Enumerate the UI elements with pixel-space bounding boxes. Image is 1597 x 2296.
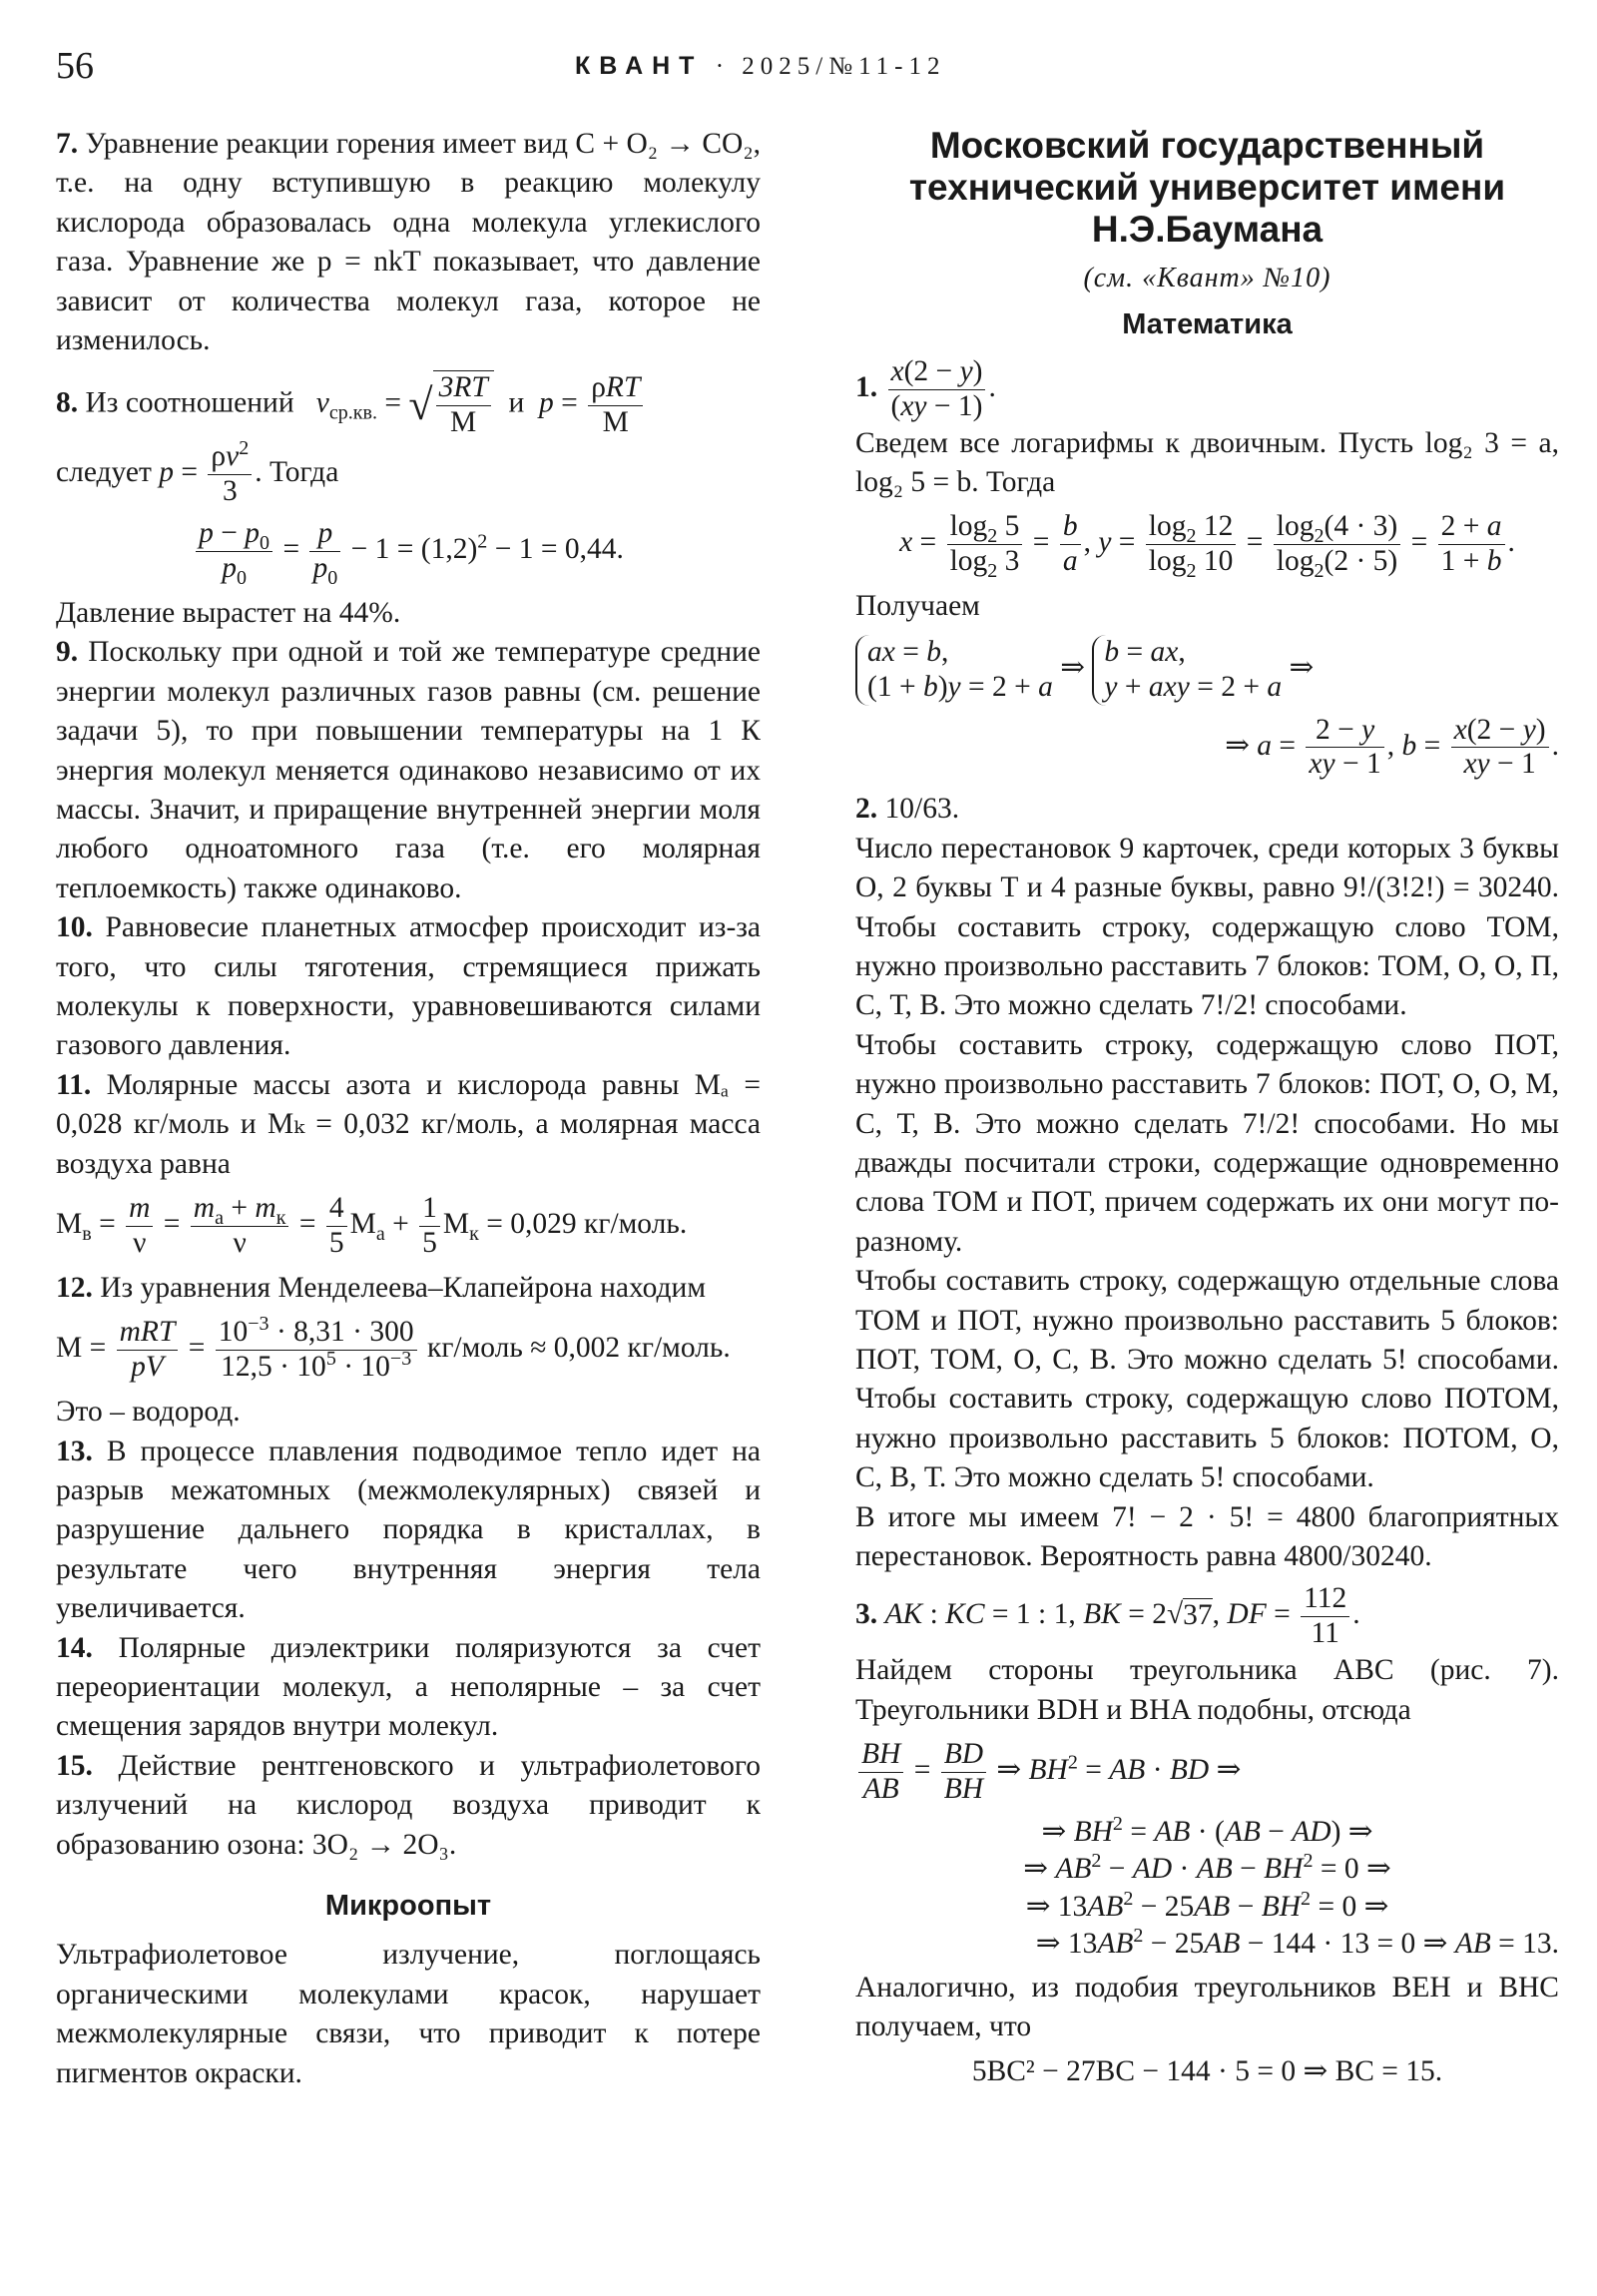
answer-12: 12. Из уравнения Менделеева–Клапейрона находим	[56, 1271, 707, 1304]
running-head	[575, 52, 945, 81]
article-subtitle: (см. «Квант» №10)	[1083, 263, 1331, 293]
answer-8: 8. Из соотношений $v_{ср.кв.}$ = √ $\frac{3RT}{M}$ и p = ρRT M	[56, 370, 761, 440]
answer-7: 7. Уравнение реакции горения имеет вид C + O₂ → CO₂, т.е. на одну вступившую в реакцию молекулу кислорода образовалась одна молекула углекислого газа. Уравнение же p = nkT показывает, что давление зависит от количества молекул газа, которое не изменилось.	[56, 128, 761, 357]
page-number: 56	[56, 45, 94, 87]
answer-14: 14. Полярные диэлектрики поляризуются за счет переориентации молекул, а неполярные – за счет смещения зарядов внутри молекул.	[56, 1631, 761, 1743]
microexperiment-text: Ультрафиолетовое излучение, поглощаясь органическими молекулами красок, нарушает межмолекулярные связи, что приводит к потере пигментов окраски.	[56, 1939, 761, 2089]
issue-label: · 2025/№11-12	[715, 53, 946, 80]
answer-10: 10. Равновесие планетных атмосфер происходит из-за того, что силы тяготения, стремящиеся прижать молекулы к поверхности, уравновешиваются силами газового давления.	[56, 911, 762, 1062]
equation-solution: ⇒ a = $\frac{2 - y}{xy - 1}$ , b = $\frac{x(2 - y)}{xy - 1}$ .	[1225, 713, 1559, 781]
answer-13: 13. В процессе плавления подводимое тепло идет на разрыв межатомных (межмолекулярных) связей и разрушение дальнего порядка в кристаллах, в результате чего внутренняя энергия тела увеличивается.	[56, 1435, 762, 1625]
page-header	[56, 44, 1553, 88]
section-heading-math: Математика	[1122, 308, 1293, 341]
equation-system: ax = b, (1 + b)y = 2 + a ⇒ b = ax, y + axy = 2 + a ⇒	[855, 635, 1559, 706]
left-column: 7. Уравнение реакции горения имеет вид C + O₂ → CO₂, т.е. на одну вступившую в реакцию молекулу кислорода образовалась одна молекула углекислого газа. Уравнение же p = nkT показывает, что давление зависит от количества молекул газа, которое не изменилось. 8. Из соотношений $v_{ср.кв.}$ = √ $\frac{3RT}{M}$ и p = ρRT M следует p = $\frac{\rho v^2}{3}$ . Тогда $\frac{p - p_0}{p_0}$ = $\frac{p}{p_0}$ − $1 = (1,2)^2 - 1 = 0,44$. Давление вырастет на 44%. 9. Поскольку при одной и той же температуре средние энергии молекул различных газов равны (см. решение задачи 5), то при повышении температуры на 1 К энергия молекул меняется одинаково независимо от их массы. Значит, и приращение внутренней энергии моля любого одноатомного газа (т.е. его молярная теплоемкость) также одинаково. 10. Равновесие планетных атмосфер происходит из-за того, что силы тяготения, стремящиеся прижать молекулы к поверхности, уравновешиваются силами газового давления. 11. Молярные массы азота и кислорода равны Mₐ = 0,028 кг/моль и Mₖ = 0,032 кг/моль, а молярная масса воздуха равна $M_в$ = $\frac{m}{\nu}$ = $m_а + m_к$ ν = $\frac{4}{5}$ $M_а$ + $\frac{1}{5}$ $M_к = 0,029$ кг/моль. 12. Из уравнения Менделеева–Клапейрона находим M = mRT pV = $\frac{10^{-3} \cdot 8,31 \cdot 300}{12,5 \cdot 10^5 \cdot 10^{-3}}$ кг/моль ≈ 0,002 кг/моль. Это – водород. 13. В процессе плавления подводимое тепло идет на разрыв межатомных (межмолекулярных) связей и разрушение дальнего порядка в кристаллах, в результате чего внутренняя энергия тела увеличивается. 14. Полярные диэлектрики поляризуются за счет переориентации молекул, а неполярные – за счет смещения зарядов внутри молекул. 15. Действие рентгеновского и ультрафиолетового излучений на кислород воздуха приводит к образованию озона: 3O₂ → 2O₃. Микроопыт Ультрафиолетовое излучение, поглощаясь органическими молекулами красок, нарушает межмолекулярные связи, что приводит к потере пигментов окраски.	[56, 125, 761, 2093]
equation-air-molar-mass: $M_в$ = $\frac{m}{\nu}$ = $m_а + m_к$ ν = $\frac{4}{5}$ $M_а$ + $\frac{1}{5}$ $M_к = 0,029$ кг/моль.	[56, 1192, 688, 1259]
equation-pressure: $\frac{p - p_0}{p_0}$ = $\frac{p}{p_0}$ − $1 = (1,2)^2 - 1 = 0,44$.	[56, 517, 761, 586]
journal-name: КВАНТ	[575, 52, 704, 80]
equation-bc: 5BC² − 27BC − 144 · 5 = 0 ⇒ BC = 15.	[971, 2055, 1443, 2088]
answer-9: 9. Поскольку при одной и той же температуре средние энергии молекул различных газов равны (см. решение задачи 5), то при повышении температуры на 1 К энергия молекул меняется одинаково независимо от их массы. Значит, и приращение внутренней энергии моля любого одноатомного газа (т.е. его молярная теплоемкость) также одинаково.	[56, 636, 762, 904]
right-column: Московский государственный технический университет имени Н.Э.Баумана (см. «Квант» №10) Математика 1. $\frac{x(2 - y)}{(xy - 1)}$ . Сведем все логарифмы к двоичным. Пусть log₂ 3 = a, log₂ 5 = b. Тогда x = $\frac{\log_2 5}{\log_2 3}$ = $\frac{b}{a}$ , y = $\frac{\log_2 12}{\log_2 10}$ = $\frac{\log_2(4 \cdot 3)}{\log_2(2 \cdot 5)}$ = $\frac{2 + a}{1 + b}$ . Получаем ax = b, (1 + b)y = 2 + a ⇒ b = ax, y + axy = 2 + a ⇒ ⇒ a = $\frac{2 - y}{xy - 1}$ , b = $\frac{x(2 - y)}{xy - 1}$ . 2. 10/63. Число перестановок 9 карточек, среди которых 3 буквы О, 2 буквы Т и 4 разные буквы, равно 9!/(3!2!) = 30240. Чтобы составить строку, содержащую слово ТОМ, нужно произвольно расставить 7 блоков: ТОМ, О, О, П, С, Т, В. Это можно сделать 7!/2! способами. Чтобы составить строку, содержащую слово ПОТ, нужно произвольно расставить 7 блоков: ПОТ, О, О, М, С, Т, В. Это можно сделать 7!/2! способами. Но мы дважды посчитали строки, содержащие одновременно слова ТОМ и ПОТ, причем содержать их они могут по-разному. Чтобы составить строку, содержащую отдельные слова ТОМ и ПОТ, нужно произвольно расставить 5 блоков: ПОТ, ТОМ, О, С, В. Это можно сделать 5! способами. Чтобы составить строку, содержащую слово ПОТОМ, нужно произвольно расставить 5 блоков: ПОТОМ, О, С, В, Т. Это можно сделать 5! способами. В итоге мы имеем 7! − 2 · 5! = 4800 благоприятных перестановок. Вероятность равна 4800/30240. 3. AK : KC = 1 : 1, BK = 2√37, DF = $\frac{112}{11}$ . Найдем стороны треугольника ABC (рис. 7). Треугольники BDH и BHA подобны, отсюда $\frac{BH}{AB}$ = $\frac{BD}{BH}$ ⇒ $BH^2$ = AB · BD ⇒ ⇒ $BH^2$ = AB · (AB − AD) ⇒ ⇒ $AB^2$ − AD · AB − $BH^2 = 0$ ⇒ ⇒ $13AB^2 - 25AB - BH^2 = 0$ ⇒ ⇒ $13AB^2 - 25AB - 144 \cdot 13 = 0$ ⇒ AB = 13. Аналогично, из подобия треугольников BEH и BHC получаем, что 5BC² − 27BC − 144 · 5 = 0 ⇒ BC = 15.	[855, 125, 1559, 2098]
equation-similarity: $\frac{BH}{AB}$ = $\frac{BD}{BH}$ ⇒ $BH^2$ = AB · BD ⇒	[855, 1738, 1559, 1807]
math-answer-1: 1. $\frac{x(2 - y)}{(xy - 1)}$ .	[855, 354, 996, 422]
answer-11: 11. Молярные массы азота и кислорода равны Mₐ = 0,028 кг/моль и Mₖ = 0,032 кг/моль, а молярная масса воздуха равна	[56, 1068, 762, 1180]
equation-log-substitution: x = $\frac{\log_2 5}{\log_2 3}$ = $\frac{b}{a}$ , y = $\frac{\log_2 12}{\log_2 10}$ = $\frac{\log_2(4 \cdot 3)}{\log_2(2 \cdot 5)}$ = $\frac{2 + a}{1 + b}$ .	[899, 510, 1515, 583]
section-heading-microexperiment: Микроопыт	[324, 1890, 492, 1923]
math-answer-2: 2. 10/63.	[855, 793, 960, 826]
article-title: Московский государственный технический университет имени Н.Э.Баумана	[908, 125, 1506, 250]
math-answer-3: 3. AK : KC = 1 : 1, BK = 2√37, DF = $\frac{112}{11}$ .	[855, 1582, 1360, 1650]
equation-molar-mass: M = mRT pV = $\frac{10^{-3} \cdot 8,31 \cdot 300}{12,5 \cdot 10^5 \cdot 10^{-3}}$ кг/моль ≈ 0,002 кг/моль.	[56, 1313, 731, 1384]
answer-15: 15. Действие рентгеновского и ультрафиолетового излучений на кислород воздуха приводит к образованию озона: 3O₂ → 2O₃.	[56, 1749, 761, 1861]
